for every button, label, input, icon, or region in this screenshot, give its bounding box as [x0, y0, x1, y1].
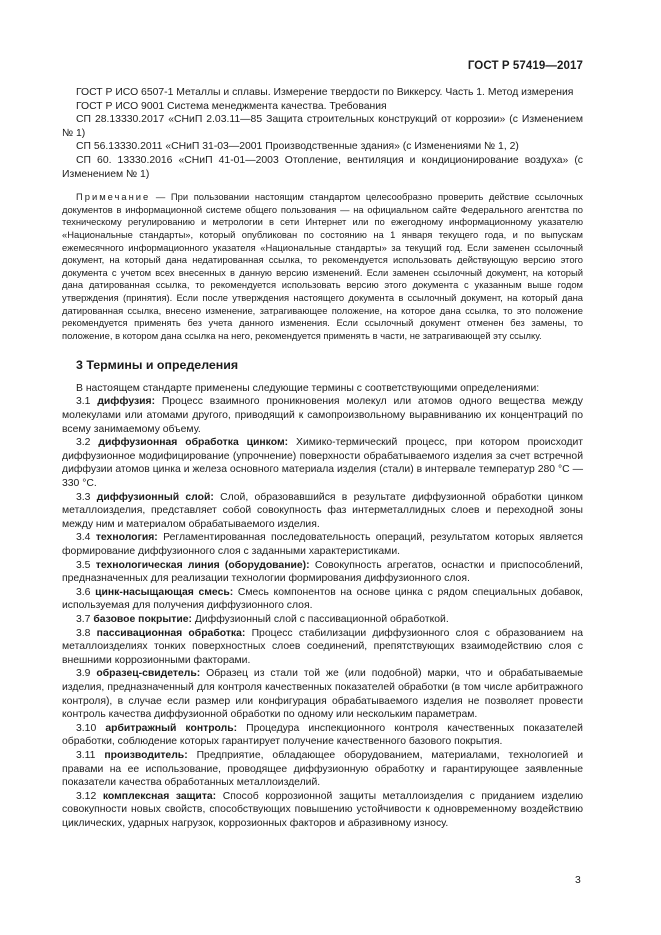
term-name: арбитражный контроль:	[105, 722, 238, 734]
term-name: образец-свидетель:	[96, 668, 201, 680]
reference-item: СП 56.13330.2011 «СНиП 31-03—2001 Производственные здания» (с Изменениями № 1, 2)	[76, 141, 519, 153]
term-number: 3.2	[76, 437, 91, 449]
term-name: диффузионная обработка цинком:	[98, 437, 289, 449]
term-number: 3.10	[76, 722, 97, 734]
term-number: 3.4	[76, 532, 91, 544]
note-text: — При пользовании настоящим стандартом целесообразно проверить действие ссылочных документов в информационной системе общего пользования — на официальном сайте Федерального агентства по техническому регулированию и метрологии в сети Интернет или по ежегодному информационному указателю «Национальные стандарты», который опубликован по состоянию на 1 января текущего года, и по выпускам ежемесячного информационного указателя «Национальные стандарты» за текущий год. Если заменен ссылочный документ, на который дана недатированная ссылка, то рекомендуется использовать действующую версию этого документа с учетом всех внесенных в данную версию изменений. Если заменен ссылочный документ, на который дана датированная ссылка, то рекомендуется использовать версию этого документа с указанным выше годом утверждения (принятия). Если после утверждения настоящего документа в ссылочный документ, на который дана датированная ссылка, внесено изменение, затрагивающее положение, на которое дана ссылка, то это положение рекомендуется применять без учета данного изменения. Если ссылочный документ отменен без замены, то положение, в котором дана ссылка на него, рекомендуется применять в части, не затрагивающей эту ссылку.	[62, 191, 583, 341]
note-label: Примечание	[76, 191, 151, 203]
term-entry	[62, 559, 583, 586]
term-name: диффузия:	[97, 396, 156, 408]
term-entry	[62, 790, 583, 831]
term-definition: Процесс стабилизации диффузионного слоя с образованием на металлоизделиях тонких поверхностных слоев соединений, препятствующих взаимодействию слоя с внешними коррозионными факторами.	[62, 627, 583, 666]
section-title: 3 Термины и определения	[76, 358, 239, 373]
term-definition: Совокупность агрегатов, оснастки и приспособлений, предназначенных для реализации технологии формирования диффузионного слоя.	[62, 559, 583, 585]
term-name: комплексная защита:	[102, 790, 217, 802]
term-number: 3.6	[76, 586, 91, 598]
note-paragraph	[62, 191, 583, 342]
term-name: производитель:	[104, 749, 188, 761]
page-content	[62, 86, 583, 830]
reference-item: СП 60. 13330.2016 «СНиП 41-01—2003 Отопление, вентиляция и кондиционирование воздуха» (с Изменением № 1)	[62, 154, 583, 180]
term-definition: Образец из стали той же (или подобной) марки, что и обрабатываемые изделия, предназначенный для контроля качественных показателей обработки (в том числе арбитражного контроля), в случае если размер или конфигурация обрабатываемого изделия не позволяет провести контроль качества диффузионной обработки по одному или нескольким параметрам.	[62, 668, 584, 721]
term-definition: Диффузионный слой с пассивационной обработкой.	[191, 613, 449, 625]
term-definition: Регламентированная последовательность операций, результатом которых является формирование диффузионного слоя с заданными характеристиками.	[62, 532, 584, 557]
term-definition: Процесс взаимного проникновения молекул или атомов одного вещества между молекулами или атомами другого, приводящий к самопроизвольному выравниванию их концентраций по всему занимаемому объему.	[62, 396, 583, 435]
term-definition: Химико-термический процесс, при котором происходит диффузионное модифицирование (упрочнение) поверхности обрабатываемого изделия за счет встречной диффузии атомов цинка и железа основного материала изделия (стали) в интервале температур 280 °C — 330 °C.	[62, 437, 584, 490]
reference-item: ГОСТ Р ИСО 9001 Система менеджмента качества. Требования	[76, 100, 387, 112]
term-entry	[62, 627, 583, 668]
term-entry	[62, 722, 583, 749]
term-definition: Способ коррозионной защиты металлоизделия с приданием изделию совокупности новых свойств, способствующих повышению устойчивости к одновременному воздействию циклических, ударных нагрузок, коррозионных факторов и абразивному износу.	[62, 790, 583, 829]
term-entry	[62, 531, 583, 558]
document-code-header: ГОСТ Р 57419—2017	[467, 60, 583, 72]
page-number: 3	[575, 875, 581, 886]
term-entry	[62, 749, 583, 790]
term-name: цинк-насыщающая смесь:	[95, 586, 234, 598]
term-name: базовое покрытие:	[93, 613, 192, 625]
section-intro: В настоящем стандарте применены следующие термины с соответствующими определениями:	[76, 382, 540, 394]
term-number: 3.1	[76, 396, 91, 408]
term-entry	[62, 491, 583, 532]
terms-list	[62, 382, 583, 831]
term-number: 3.3	[76, 491, 91, 503]
term-definition: Предприятие, обладающее оборудованием, материалами, технологией и правами на ее использование, проводящее диффузионную обработку и гарантирующее заявленные показатели качества обработанных металлоизделий.	[62, 749, 583, 789]
reference-item: СП 28.13330.2017 «СНиП 2.03.11—85 Защита строительных конструкций от коррозии» (с Изменением № 1)	[62, 114, 583, 139]
term-entry	[62, 667, 583, 721]
term-entry	[62, 586, 583, 613]
term-number: 3.7	[76, 613, 91, 625]
term-number: 3.5	[76, 559, 91, 571]
term-entry	[62, 613, 583, 627]
normative-references-list	[62, 86, 583, 181]
term-number: 3.8	[76, 627, 91, 639]
term-definition: Смесь компонентов на основе цинка с рядом специальных добавок, используемая для получения диффузионного слоя.	[62, 586, 583, 612]
term-entry	[62, 395, 583, 436]
term-number: 3.9	[76, 668, 91, 680]
term-number: 3.12	[76, 790, 97, 802]
term-entry	[62, 436, 583, 490]
reference-item: ГОСТ Р ИСО 6507-1 Металлы и сплавы. Измерение твердости по Виккерсу. Часть 1. Метод измерения	[76, 87, 574, 98]
term-name: технология:	[95, 532, 158, 544]
term-name: технологическая линия (оборудование):	[95, 559, 310, 571]
term-number: 3.11	[76, 749, 96, 761]
term-name: диффузионный слой:	[96, 491, 214, 503]
term-name: пассивационная обработка:	[96, 627, 246, 639]
term-definition: Слой, образовавшийся в результате диффузионной обработки цинком металлоизделия, представляет собой совокупность фаз интерметаллидных слоев и переходной зоны между ним и материалом обрабатываемого изделия.	[62, 491, 584, 530]
note-block	[62, 191, 583, 342]
term-definition: Процедура инспекционного контроля качественных показателей обработки, соблюдение которых гарантирует получение качественного базового покрытия.	[62, 722, 583, 748]
